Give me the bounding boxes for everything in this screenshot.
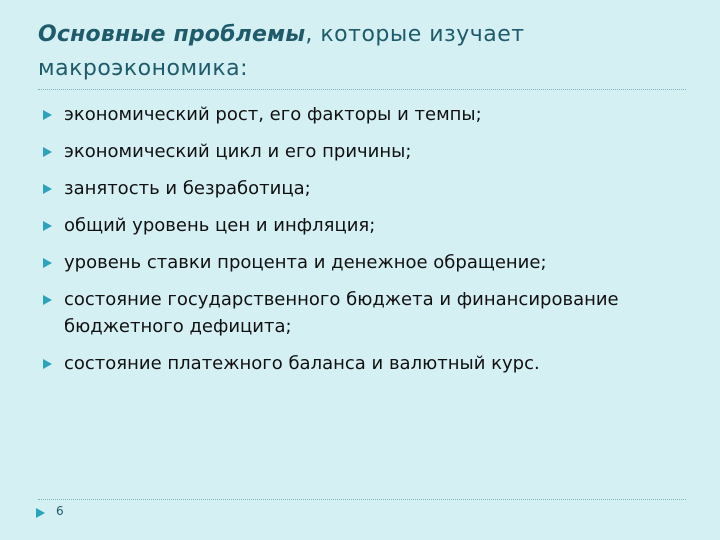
list-item-text: экономический цикл и его причины; bbox=[64, 141, 412, 162]
page-number: 6 bbox=[56, 504, 64, 518]
triangle-bullet-icon bbox=[43, 147, 52, 157]
list-item-text: уровень ставки процента и денежное обращение; bbox=[64, 252, 547, 273]
list-item-text: состояние платежного баланса и валютный курс. bbox=[64, 353, 540, 374]
triangle-bullet-icon bbox=[43, 184, 52, 194]
triangle-bullet-icon bbox=[43, 295, 52, 305]
slide-title bbox=[38, 18, 688, 86]
list-item-text: общий уровень цен и инфляция; bbox=[64, 215, 376, 236]
list-item bbox=[40, 249, 680, 276]
list-item bbox=[40, 212, 680, 239]
list-item-text: экономический рост, его факторы и темпы; bbox=[64, 104, 482, 125]
list-item bbox=[40, 138, 680, 165]
triangle-bullet-icon bbox=[43, 110, 52, 120]
triangle-bullet-icon bbox=[43, 221, 52, 231]
triangle-bullet-icon bbox=[43, 258, 52, 268]
slide-title-bold: Основные проблемы bbox=[38, 22, 306, 47]
footer-divider bbox=[38, 499, 686, 500]
list-item bbox=[40, 350, 680, 377]
list-item bbox=[40, 175, 680, 202]
bullet-list bbox=[40, 101, 680, 387]
footer-triangle-icon bbox=[36, 508, 45, 518]
list-item-text: состояние государственного бюджета и финансирование бюджетного дефицита; bbox=[64, 289, 619, 337]
list-item bbox=[40, 286, 680, 340]
slide-title-rest: , которые изучает макроэкономика: bbox=[38, 22, 525, 81]
triangle-bullet-icon bbox=[43, 359, 52, 369]
list-item-text: занятость и безработица; bbox=[64, 178, 311, 199]
title-divider bbox=[38, 89, 686, 90]
list-item bbox=[40, 101, 680, 128]
